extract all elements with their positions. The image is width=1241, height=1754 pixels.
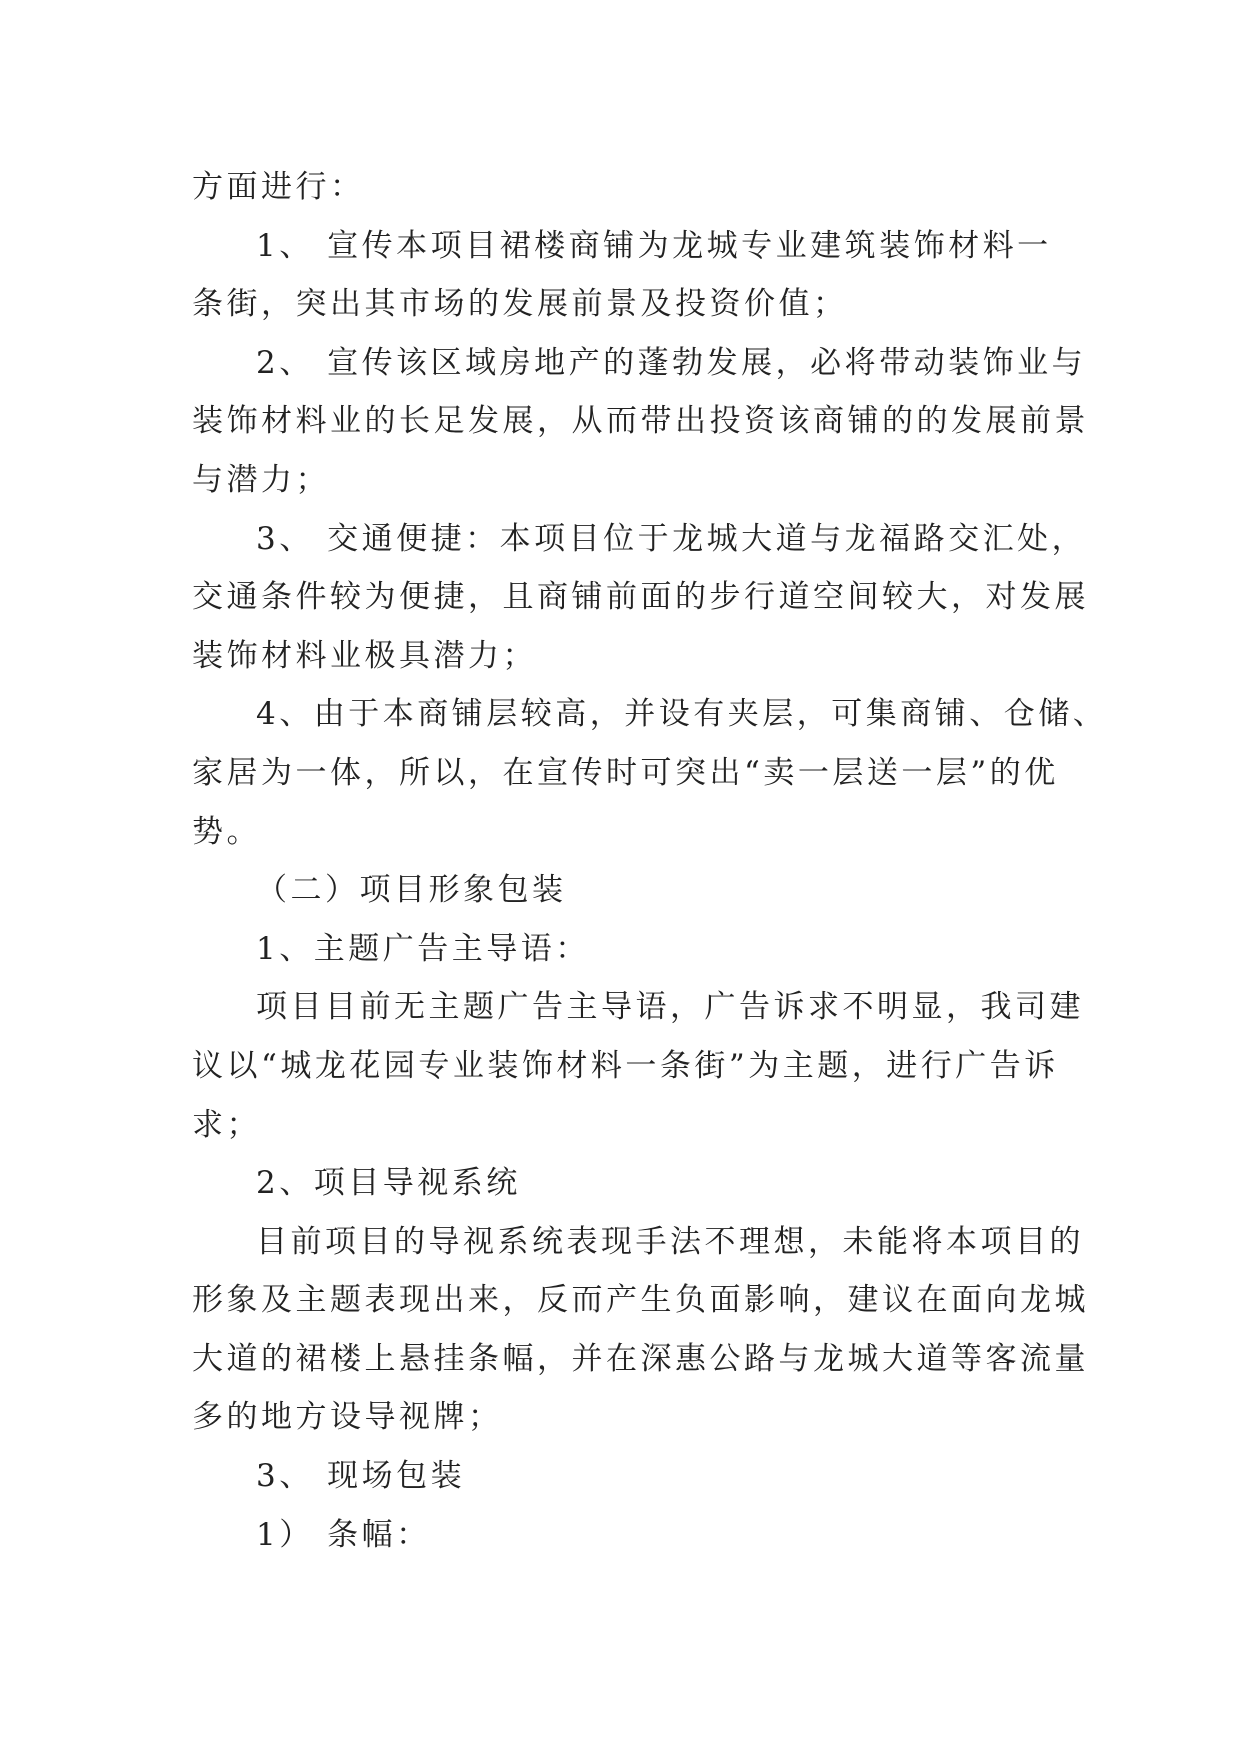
section-heading (192, 861, 1072, 920)
paragraph (192, 334, 1089, 510)
paragraph (192, 510, 1089, 686)
text-line: 目前项目的导视系统表现手法不理想，未能将本项目的 (256, 1223, 1084, 1260)
text-line: 大道的裙楼上悬挂条幅，并在深惠公路与龙城大道等客流量 (192, 1340, 1089, 1377)
text-line: 多的地方设导视牌； (192, 1399, 503, 1436)
paragraph (192, 1213, 1089, 1447)
text-line: 装饰材料业的长足发展，从而带出投资该商铺的的发展前景 (192, 403, 1089, 440)
text-line: 1） 条幅： (256, 1516, 431, 1553)
text-line: 1、主题广告主导语： (256, 930, 590, 967)
paragraph (192, 217, 1072, 334)
text-line: 2、项目导视系统 (256, 1165, 521, 1202)
text-line: 3、 交通便捷：本项目位于龙城大道与龙福路交汇处， (256, 520, 1087, 557)
subsection-heading (192, 920, 1072, 979)
text-line: 4、由于本商铺层较高，并设有夹层，可集商铺、仓储、 (256, 696, 1108, 733)
text-line: 势。 (192, 813, 261, 850)
text-line: 3、 现场包装 (256, 1458, 466, 1495)
text-line: 装饰材料业极具潜力； (192, 637, 537, 674)
subsection-heading (192, 1154, 1072, 1213)
text-line: 交通条件较为便捷，且商铺前面的步行道空间较大，对发展 (192, 579, 1089, 616)
text-line: 形象及主题表现出来，反而产生负面影响，建议在面向龙城 (192, 1282, 1089, 1319)
text-line: （二）项目形象包装 (256, 872, 567, 909)
text-line: 1、 宣传本项目裙楼商铺为龙城专业建筑装饰材料一 (256, 227, 1052, 264)
text-line: 2、 宣传该区域房地产的蓬勃发展，必将带动装饰业与 (256, 344, 1087, 381)
text-line: 方面进行： (192, 169, 365, 205)
text-line: 求； (192, 1106, 261, 1143)
text-line: 议以“城龙花园专业装饰材料一条街”为主题，进行广告诉 (192, 1047, 1059, 1084)
list-item (192, 1506, 1072, 1565)
text-line: 项目目前无主题广告主导语，广告诉求不明显，我司建 (256, 989, 1084, 1026)
text-line: 与潜力； (192, 461, 330, 498)
subsection-heading (192, 1447, 1072, 1506)
document-body (192, 158, 1108, 1564)
paragraph (192, 978, 1084, 1154)
text-line: 家居为一体，所以，在宣传时可突出“卖一层送一层”的优 (192, 754, 1059, 791)
paragraph (192, 158, 1072, 217)
text-line: 条街，突出其市场的发展前景及投资价值； (192, 286, 848, 323)
paragraph (192, 685, 1108, 861)
